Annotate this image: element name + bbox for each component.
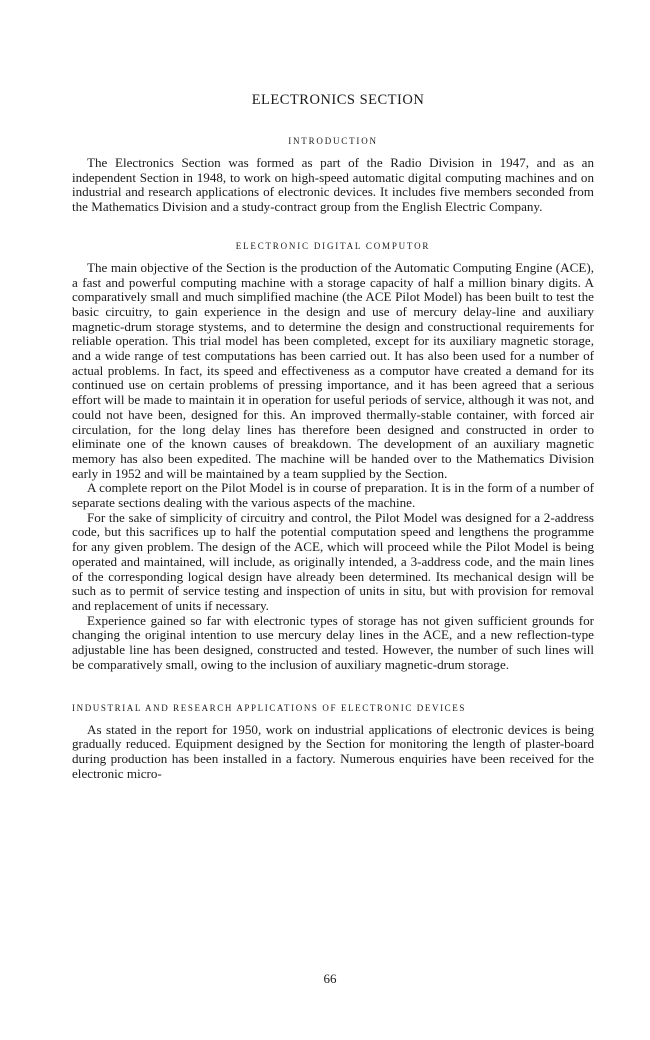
paragraph: A complete report on the Pilot Model is in course of preparation. It is in the form of a number of separate sections dealing with the various aspects of the machine. <box>72 480 594 511</box>
section-electronic-digital-computor <box>72 241 594 673</box>
page-title: ELECTRONICS SECTION <box>251 92 425 108</box>
paragraph: The main objective of the Section is the production of the Automatic Computing Engine (ACE), a fast and powerful computing machine with a storage capacity of half a million binary digits. A comparatively small and much simplified machine (the ACE Pilot Model) has been built to test the basic circuitry, to gain experience in the design and use of mercury delay-line and auxiliary magnetic-drum storage stystems, and to determine the design and constructional requirements for reliable operation. This trial model has been completed, except for its auxiliary magnetic storage, and a wide range of test computations has been carried out. It has also been used for a number of actual problems. In fact, its speed and effectiveness as a computor have created a demand for its continued use on certain problems of pressing importance, and it has been agreed that a serious effort will be made to maintain it in operation for useful periods of service, although it was not, and could not have been, designed for this. An improved thermally-stable container, with forced air circulation, for the long delay lines has therefore been designed and constructed in order to eliminate one of the known causes of breakdown. The development of an auxiliary magnetic memory has also been expedited. The machine will be handed over to the Mathematics Division early in 1952 and will be maintained by a team supplied by the Section. <box>72 259 594 481</box>
paragraph: Experience gained so far with electronic types of storage has not given sufficient grounds for changing the original intention to use mercury delay lines in the ACE, and a new reflection-type adjustable line has been designed, constructed and tested. However, the number of such lines will be comparatively small, owing to the inclusion of auxiliary magnetic-drum storage. <box>72 612 594 672</box>
section-heading: ELECTRONIC DIGITAL COMPUTOR <box>235 240 431 251</box>
section-industrial-applications <box>72 703 594 782</box>
page-number: 66 <box>323 971 337 986</box>
section-introduction <box>72 136 594 215</box>
paragraph: As stated in the report for 1950, work on industrial applications of electronic devices is being gradually reduced. Equipment designed by the Section for monitoring the length of plaster-board during production has been installed in a factory. Numerous enquiries have been received for the electronic micro- <box>72 721 594 781</box>
paragraph: The Electronics Section was formed as part of the Radio Division in 1947, and as an independent Section in 1948, to work on high-speed automatic digital computing machines and on industrial and research applications of electronic devices. It includes five members seconded from the Mathematics Division and a study-contract group from the English Electric Company. <box>72 155 594 215</box>
section-heading: INDUSTRIAL AND RESEARCH APPLICATIONS OF ELECTRONIC DEVICES <box>72 702 466 713</box>
section-heading: INTRODUCTION <box>288 136 378 146</box>
paragraph: For the sake of simplicity of circuitry and control, the Pilot Model was designed for a 2-address code, but this sacrifices up to half the potential computation speed and lengthens the programme for any given problem. The design of the ACE, which will proceed while the Pilot Model is being operated and maintained, will include, as originally intended, a 3-address code, and the main lines of the corresponding logical design have already been determined. Its mechanical design will be such as to permit of service testing and inspection of units in situ, but with provision for removal and replacement of units if necessary. <box>72 509 594 613</box>
